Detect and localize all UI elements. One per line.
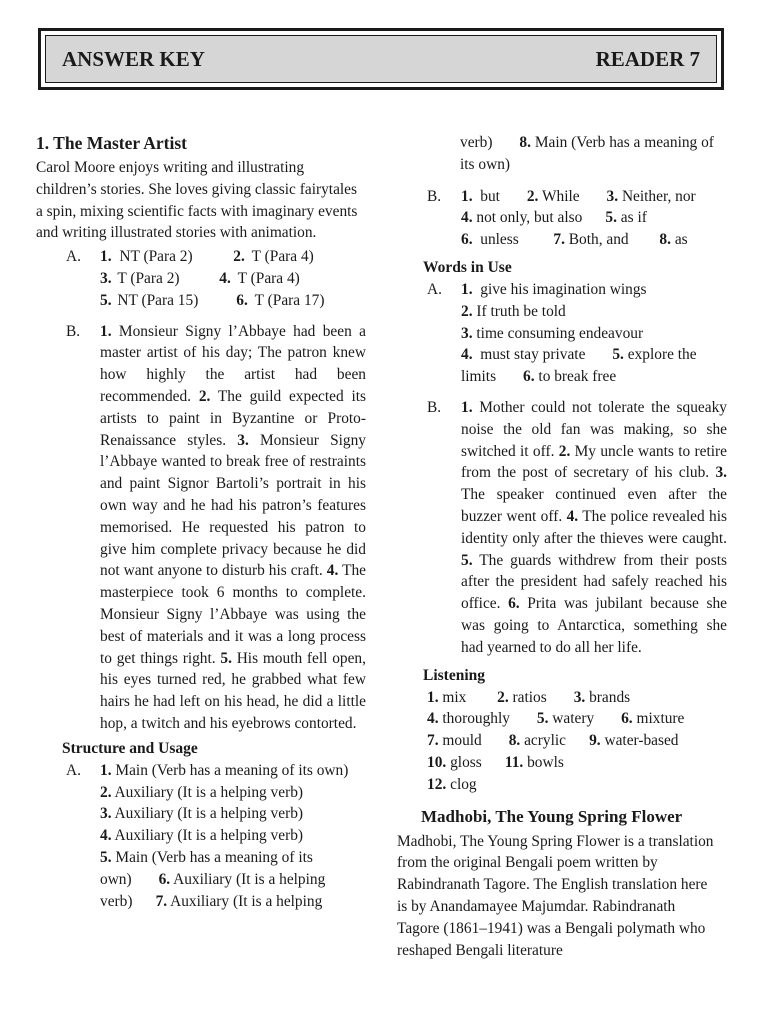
answer-text: Monsieur Signy l’Abbaye wanted to break free of restraints and paint Signor Bartoli’s portrait in his own way and he had his patron’s features memorised. He requested his patron to give him complete privacy because he did not want anyone to disturb his craft. [100,431,366,580]
conj-b-marker: B. [427,187,442,205]
conjunctions-section-b [397,186,730,251]
answer-text: explore the limits [461,346,697,386]
answer-number: 5. [612,346,624,364]
section-a-row [100,246,324,268]
section-a-row [100,268,324,290]
answer-text: Neither, nor [621,187,696,205]
answer-text: as if [620,209,647,227]
structure-continuation [397,132,730,176]
answer-text: to break free [538,368,617,386]
answer-number: 8. [659,231,671,249]
answer-text: not only, but also [476,209,583,227]
answer-number: 1. [461,280,473,298]
answer-text: The masterpiece took 6 months to complete. Monsieur Signy l’Abbaye was using the best of materials and it was a long process to get things right. [100,562,366,667]
answer-number: 1. [461,398,473,416]
answer-number: 9. [589,732,601,750]
master-artist-section-b [36,321,366,735]
section-a-grid [100,246,324,311]
answer-number: 5. [100,291,112,309]
answer-text: Main (Verb has a meaning of its own) [100,848,313,888]
answer-text: unless [480,231,519,249]
answer-text: must stay private [480,346,586,364]
answer-text: mould [442,732,482,750]
answer-text: Monsieur Signy l’Abbaye had been a master artist of his day; The patron knew how highly the artist had been recommended. [100,322,366,405]
answer-text: Auxiliary (It is a helping [170,892,323,910]
poem-title: Madhobi, The Young Spring Flower [421,806,683,826]
answer-text: clog [450,775,477,793]
answer-number: 5. [536,710,549,728]
structure-usage-heading: Structure and Usage [62,739,198,757]
poem-intro: Madhobi, The Young Spring Flower is a translation from the original Bengali poem written by Rabindranath Tagore. The English translation here is by Anandamayee Majumdar. Rabindranath Tagore (1861–1941) was a Bengali polymath who reshaped Bengali literature [397,832,714,959]
answer-text: Auxiliary (It is a helping verb) [114,827,304,845]
answer-text: NT (Para 15) [117,291,199,309]
answer-number: 3. [715,464,727,482]
answer-number: 7. [155,892,168,910]
section-a-marker: A. [66,248,81,266]
answer-number: 2. [526,187,539,205]
answer-text: time consuming endeavour [476,324,644,342]
header-title: ANSWER KEY [62,46,205,71]
answer-number: 3. [573,688,586,706]
answer-number: 8. [508,732,521,750]
answer-number: 4. [461,209,473,227]
answer-text: While [541,187,580,205]
answer-number: 7. [427,732,439,750]
answer-text: The guild expected its artists to paint in Byzantine or Proto-Renaissance styles. [100,387,366,449]
answer-text: ratios [512,688,547,706]
continued-text: verb) [460,134,493,151]
answer-number: 2. [558,442,571,460]
words-in-use-section-b [397,397,730,659]
answer-text: My uncle wants to retire from the post of secretary of his club. [461,442,727,482]
answer-number: 6. [158,870,171,888]
answer-number: 2. [198,387,211,405]
section-b-answers [100,321,366,735]
answer-number: 5. [461,551,473,569]
answer-number: 6. [621,710,633,728]
conj-answers [461,186,729,251]
answer-number: 8. [519,134,531,151]
answer-number: 4. [326,562,339,580]
answer-number: 1. [100,322,112,340]
answer-number: 3. [237,431,249,449]
master-artist-intro: Carol Moore enjoys writing and illustrating children’s stories. She loves giving classic fairytales a spin, mixing scientific facts with imaginary events and writing illustrated stories with animation. [36,159,358,242]
section-b-marker: B. [66,322,81,340]
right-column [397,132,730,961]
structure-answers [100,760,366,913]
master-artist-section-a [36,246,366,311]
answer-text: thoroughly [442,710,510,728]
answer-number: 6. [461,231,473,249]
words-b-answers [461,397,727,659]
answer-text: His mouth fell open, his eyes turned red, he grabbed what few hairs he had left on his head, he did a little hop, a twitch and his eyebrows contorted. [100,649,366,732]
listening-answers [397,687,717,796]
answer-number: 1. [461,187,473,205]
words-a-answers [461,279,729,388]
answer-text: Auxiliary (It is a helping verb) [100,870,326,910]
answer-number: 1. [100,761,112,779]
answer-text: T (Para 2) [117,269,180,287]
answer-number: 5. [220,649,232,667]
answer-text: T (Para 4) [237,269,300,287]
answer-number: 4. [100,827,112,845]
answer-number: 1. [427,688,439,706]
answer-text: water-based [604,732,679,750]
words-in-use-heading: Words in Use [423,258,512,276]
structure-usage-section-a [36,760,366,913]
answer-number: 5. [605,209,617,227]
section-a-row [100,290,324,312]
answer-text: brands [589,688,631,706]
answer-number: 7. [553,231,565,249]
header-reader: READER 7 [595,46,700,71]
answer-number: 2. [233,248,245,266]
answer-number: 2. [497,688,509,706]
answer-text: Prita was jubilant because she was going to Antarctica, something she had yearned to do all her life. [461,595,727,656]
answer-number: 4. [566,507,579,525]
answer-number: 4. [427,710,439,728]
answer-number: 3. [461,324,473,342]
answer-text: gloss [450,753,482,771]
answer-text: as [674,231,688,249]
answer-text: The police revealed his identity only after the thieves were caught. [461,507,727,547]
words-b-marker: B. [427,398,442,416]
words-in-use-section-a [397,279,730,388]
answer-text: Main (Verb has a meaning of its own) [460,134,714,173]
answer-number: 2. [461,302,473,320]
words-a-marker: A. [427,280,442,298]
answer-number: 3. [606,187,619,205]
answer-text: mixture [636,710,685,728]
answer-number: 4. [219,269,231,287]
answer-text: Both, and [568,231,629,249]
answer-text: bowls [527,753,564,771]
answer-number: 5. [100,848,112,866]
section-title-master-artist: 1. The Master Artist [36,133,187,153]
answer-text: T (Para 4) [251,248,314,266]
answer-text: watery [552,710,595,728]
answer-text: The guards withdrew from their posts after the president had safely reached his office. [461,551,727,613]
answer-number: 3. [100,805,112,823]
answer-number: 12. [427,775,447,793]
answer-number: 6. [508,595,520,613]
answer-text: Auxiliary (It is a helping verb) [114,783,304,801]
answer-text: If truth be told [476,302,566,320]
answer-text: NT (Para 2) [119,248,193,266]
answer-text: mix [442,688,467,706]
answer-text: acrylic [524,732,566,750]
structure-a-marker: A. [66,761,81,779]
answer-number: 6. [523,368,535,386]
answer-text: The speaker continued even after the buzzer went off. [461,486,727,525]
answer-text: Main (Verb has a meaning of its own) [115,761,349,779]
answer-number: 2. [100,783,112,801]
answer-number: 10. [427,753,447,771]
answer-number: 3. [100,269,112,287]
left-column [36,126,366,912]
answer-text: Auxiliary (It is a helping verb) [114,805,304,823]
header-bar [45,35,717,83]
answer-number: 6. [236,291,248,309]
answer-text: give his imagination wings [480,280,647,298]
answer-text: Mother could not tolerate the squeaky noise the old fan was making, so she switched it off. [461,398,727,460]
answer-text: T (Para 17) [254,291,325,309]
answer-number: 1. [100,248,112,266]
answer-number: 4. [461,346,473,364]
answer-key-header [38,28,724,90]
answer-text: but [480,187,500,205]
listening-heading: Listening [423,666,486,684]
answer-number: 11. [504,753,524,771]
